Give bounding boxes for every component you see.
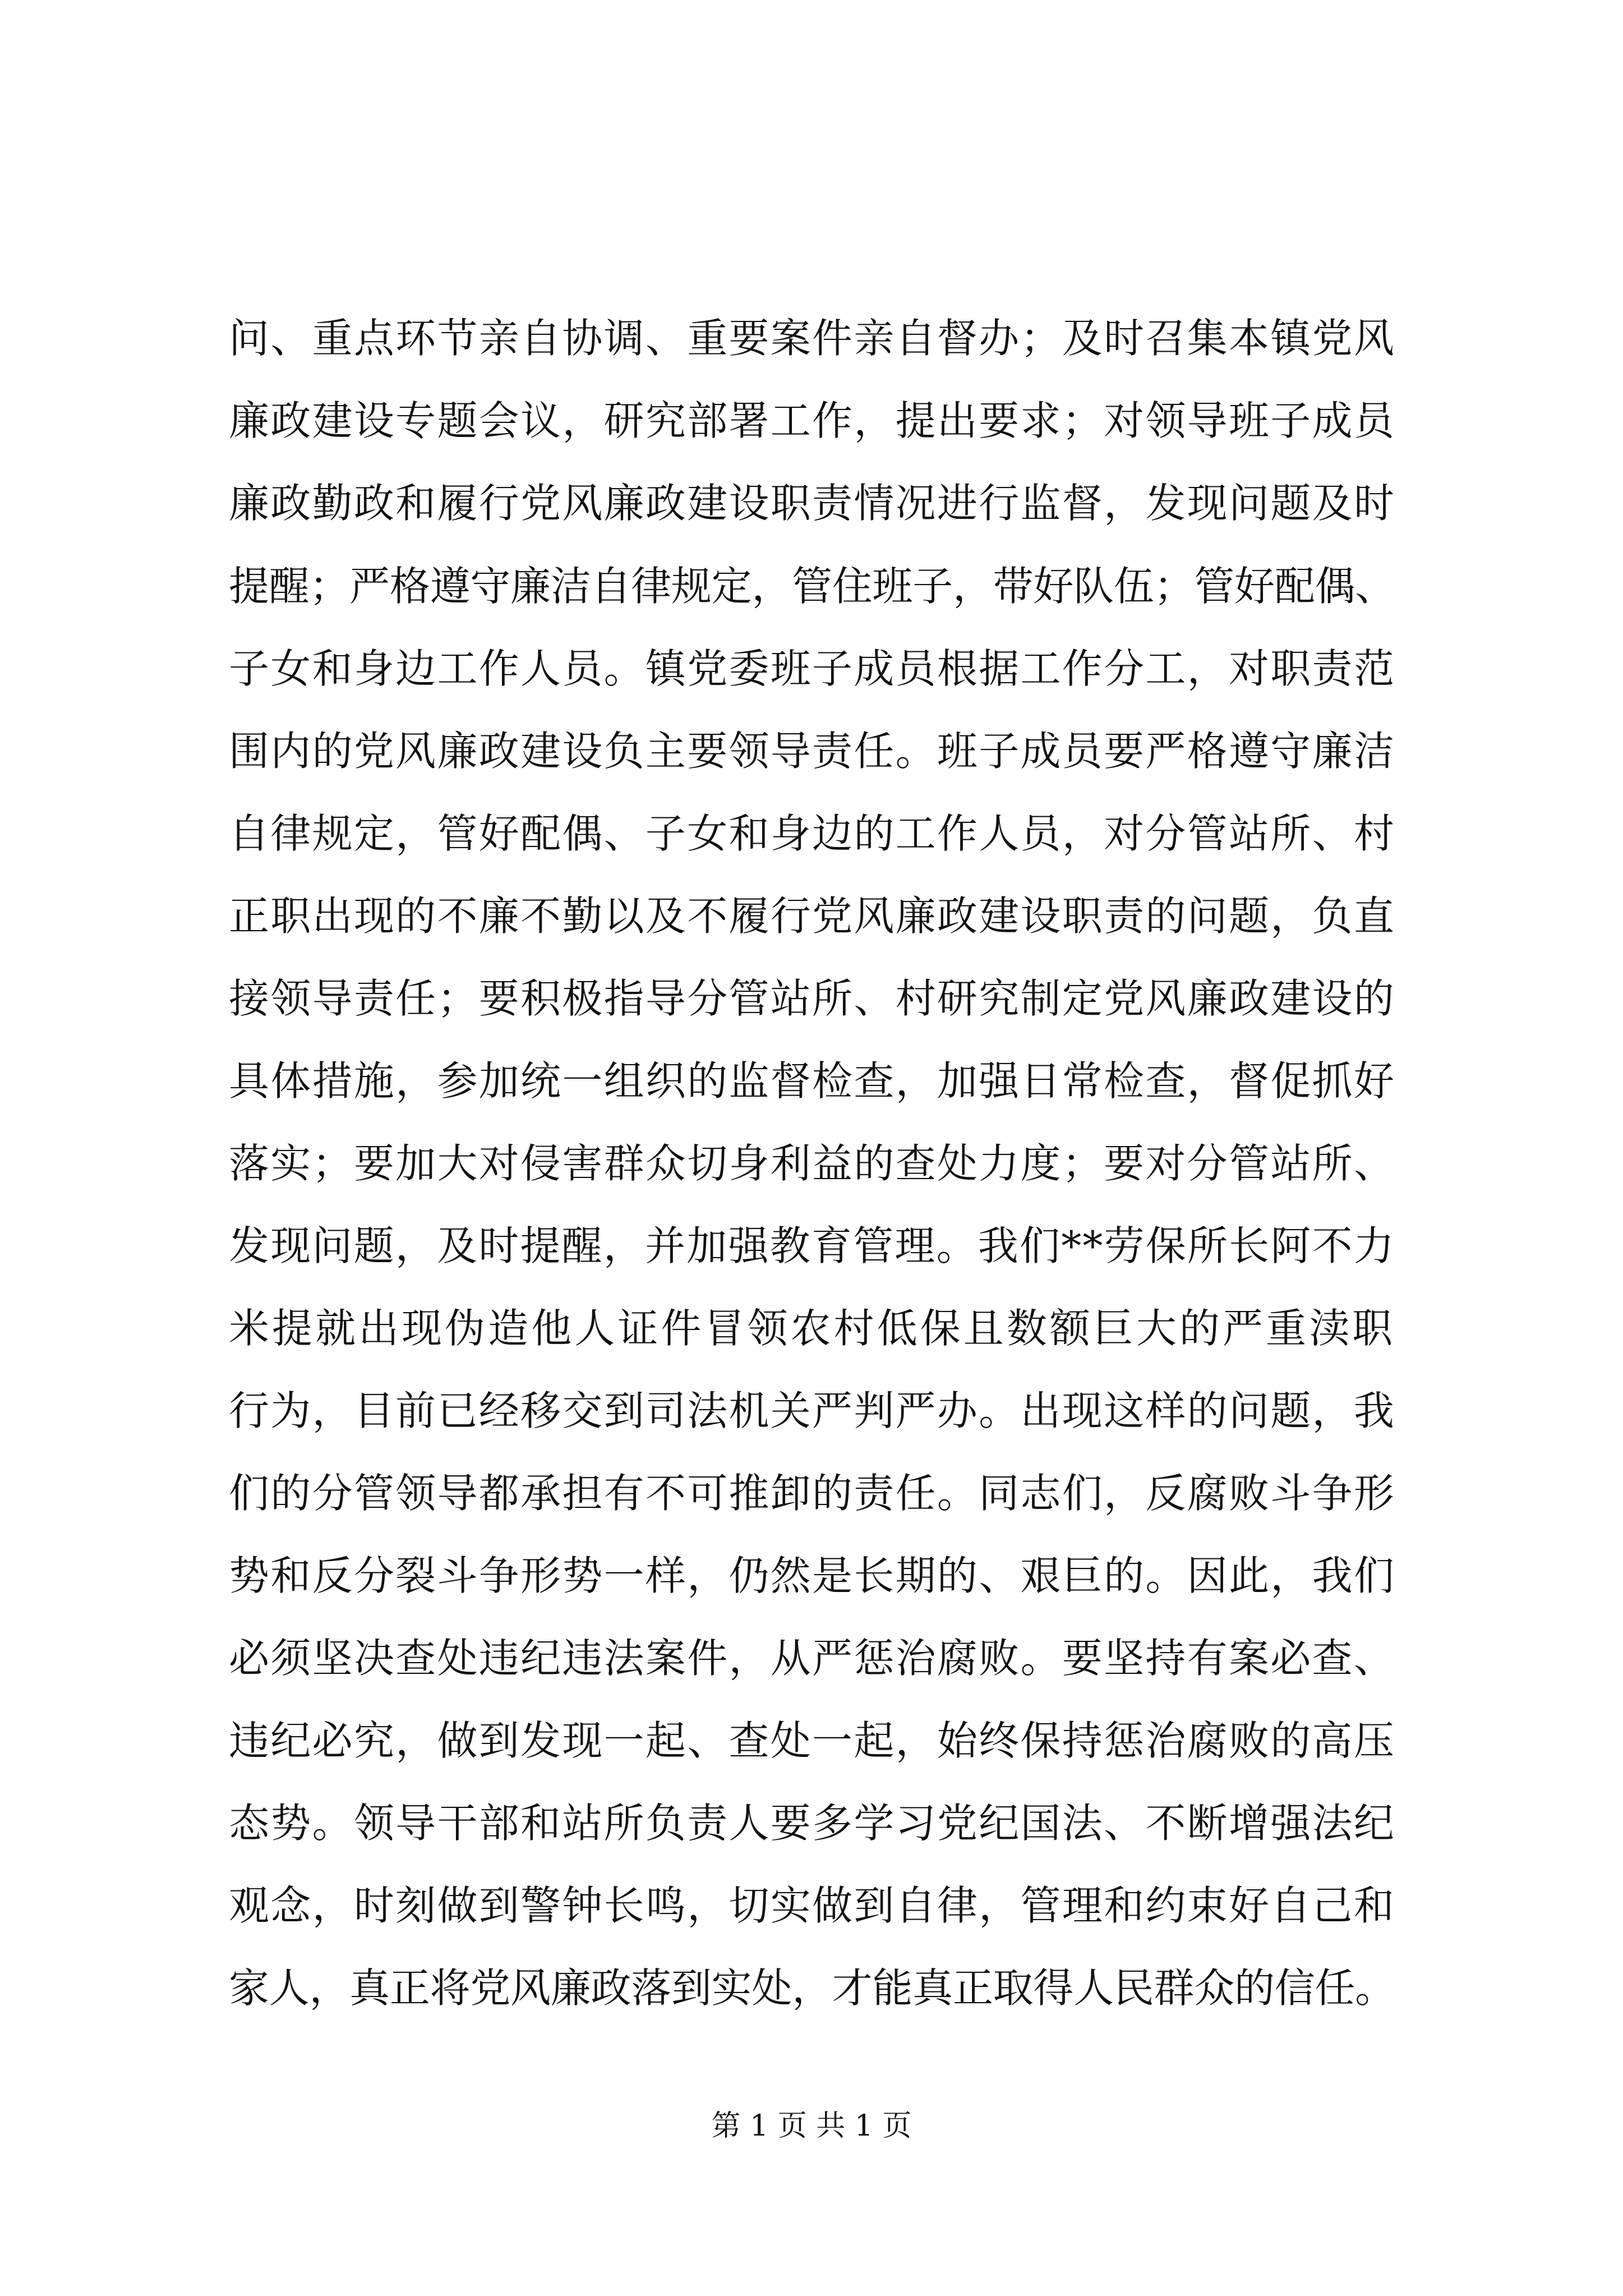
text-line: 具体措施，参加统一组织的监督检查，加强日常检查，督促抓好	[229, 1057, 1396, 1105]
text-line: 必须坚决查处违纪违法案件，从严惩治腐败。要坚持有案必查、	[229, 1635, 1396, 1682]
text-line: 围内的党风廉政建设负主要领导责任。班子成员要严格遵守廉洁	[229, 728, 1396, 775]
text-line: 行为，目前已经移交到司法机关严判严办。出现这样的问题，我	[229, 1387, 1396, 1434]
text-line: 势和反分裂斗争形势一样，仍然是长期的、艰巨的。因此，我们	[229, 1552, 1396, 1599]
text-line: 家人，真正将党风廉政落到实处，才能真正取得人民群众的信任。	[229, 1964, 1395, 2012]
text-line: 违纪必究，做到发现一起、查处一起，始终保持惩治腐败的高压	[229, 1717, 1396, 1764]
text-line: 子女和身边工作人员。镇党委班子成员根据工作分工，对职责范	[229, 645, 1396, 692]
text-line: 落实；要加大对侵害群众切身利益的查处力度；要对分管站所、	[229, 1140, 1396, 1187]
text-line: 们的分管领导都承担有不可推卸的责任。同志们，反腐败斗争形	[229, 1470, 1396, 1517]
text-line: 提醒；严格遵守廉洁自律规定，管住班子，带好队伍；管好配偶、	[229, 563, 1395, 610]
text-line: 廉政建设专题会议，研究部署工作，提出要求；对领导班子成员	[229, 397, 1396, 444]
text-line: 发现问题，及时提醒，并加强教育管理。我们**劳保所长阿不力	[229, 1222, 1396, 1269]
text-line: 观念，时刻做到警钟长鸣，切实做到自律，管理和约束好自己和	[229, 1882, 1396, 1929]
text-line: 问、重点环节亲自协调、重要案件亲自督办；及时召集本镇党风	[229, 315, 1396, 362]
text-line: 米提就出现伪造他人证件冒领农村低保且数额巨大的严重渎职	[229, 1305, 1396, 1352]
text-line: 正职出现的不廉不勤以及不履行党风廉政建设职责的问题，负直	[229, 892, 1396, 940]
page-number-footer: 第 1 页 共 1 页	[711, 2109, 912, 2143]
text-line: 自律规定，管好配偶、子女和身边的工作人员，对分管站所、村	[229, 810, 1396, 857]
text-line: 态势。领导干部和站所负责人要多学习党纪国法、不断增强法纪	[229, 1800, 1396, 1847]
text-line: 廉政勤政和履行党风廉政建设职责情况进行监督，发现问题及时	[229, 480, 1396, 527]
text-line: 接领导责任；要积极指导分管站所、村研究制定党风廉政建设的	[229, 975, 1396, 1022]
